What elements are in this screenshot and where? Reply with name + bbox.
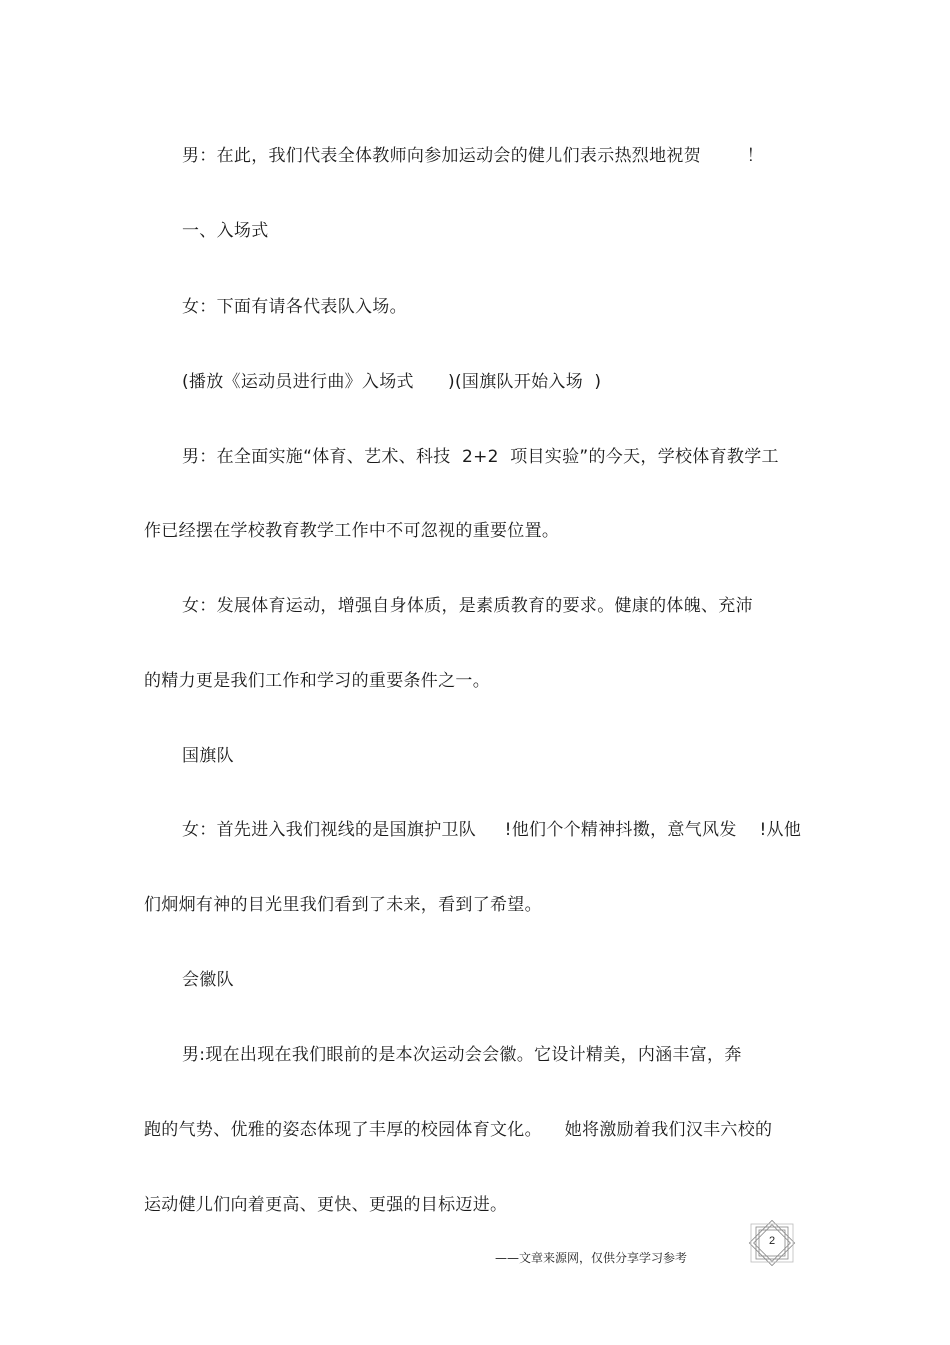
subheading: 会徽队 — [182, 970, 234, 990]
paragraph-line: 们炯炯有神的目光里我们看到了未来，看到了希望。 — [144, 895, 542, 915]
subheading: 国旗队 — [182, 746, 234, 766]
paragraph-line: 女：下面有请各代表队入场。 — [182, 297, 407, 317]
paragraph-line: 男：在全面实施“体育、艺术、科技 2+2 项目实验”的今天，学校体育教学工 — [182, 447, 779, 467]
section-heading: 一、入场式 — [182, 221, 269, 241]
paragraph-line: 跑的气势、优雅的姿态体现了丰厚的校园体育文化。 她将激励着我们汉丰六校的 — [144, 1120, 773, 1140]
paragraph-line: 运动健儿们向着更高、更快、更强的目标迈进。 — [144, 1195, 508, 1215]
page-number-badge — [747, 1220, 797, 1266]
source-footer: ——文章来源网，仅供分享学习参考 — [495, 1251, 688, 1265]
paragraph-line: 女：发展体育运动，增强自身体质，是素质教育的要求。健康的体魄、充沛 — [182, 596, 753, 616]
paragraph-line: 女：首先进入我们视线的是国旗护卫队 !他们个个精神抖擞，意气风发 !从他 — [182, 820, 802, 840]
paragraph-line: 作已经摆在学校教育教学工作中不可忽视的重要位置。 — [144, 521, 560, 541]
page-number: 2 — [768, 1235, 776, 1247]
stage-direction: (播放《运动员进行曲》入场式 )(国旗队开始入场 ) — [182, 372, 602, 392]
paragraph-line: 男:现在出现在我们眼前的是本次运动会会徽。它设计精美，内涵丰富，奔 — [182, 1045, 742, 1065]
paragraph-line: 的精力更是我们工作和学习的重要条件之一。 — [144, 671, 490, 691]
paragraph-line: 男：在此，我们代表全体教师向参加运动会的健儿们表示热烈地祝贺 ！ — [182, 146, 764, 166]
